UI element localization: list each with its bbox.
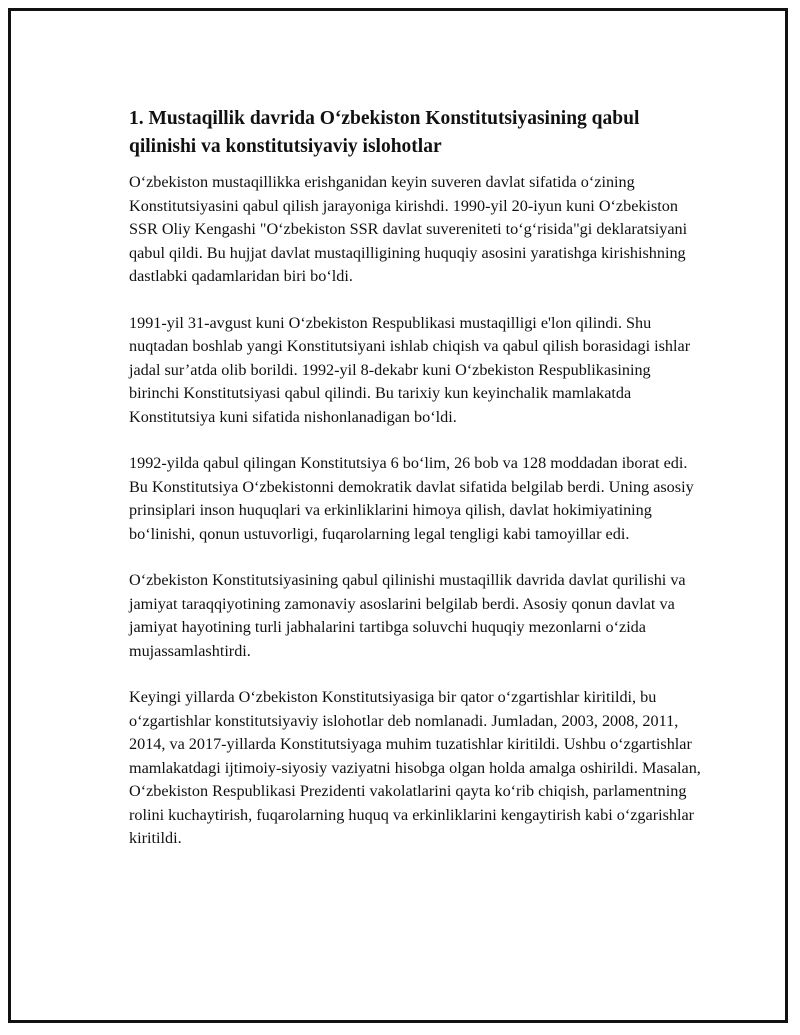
document-body: [129, 105, 704, 874]
paragraph-1: O‘zbekiston mustaqillikka erishganidan keyin suveren davlat sifatida o‘zining Konstitutsiyasini qabul qilish jarayoniga kirishdi. 1990-yil 20-iyun kuni O‘zbekiston SSR Oliy Kengashi "O‘zbekiston SSR davlat suvereniteti to‘g‘risida"gi deklaratsiyani qabul qildi. Bu hujjat davlat mustaqilligining huquqiy asosini yaratishga kirishishning dastlabki qadamlaridan biri bo‘ldi.: [129, 173, 688, 285]
section-heading: 1. Mustaqillik davrida O‘zbekiston Konstitutsiyasining qabul qilinishi va konstitutsiyaviy islohotlar: [129, 108, 640, 157]
paragraph-5: Keyingi yillarda O‘zbekiston Konstitutsiyasiga bir qator o‘zgartishlar kiritildi, bu o‘zgartishlar konstitutsiyaviy islohotlar deb nomlanadi. Jumladan, 2003, 2008, 2011, 2014, va 2017-yillarda Konstitutsiyaga muhim tuzatishlar kiritildi. Ushbu o‘zgartishlar mamlakatdagi ijtimoiy-siyosiy vaziyatni hisobga olgan holda amalga oshirildi. Masalan, O‘zbekiston Respublikasi Prezidenti vakolatlarini qayta ko‘rib chiqish, parlamentning rolini kuchaytirish, fuqarolarning huquq va erkinliklarini kengaytirish kabi o‘zgarishlar kiritildi.: [129, 688, 701, 847]
paragraph-2: 1991-yil 31-avgust kuni O‘zbekiston Respublikasi mustaqilligi e'lon qilindi. Shu nuqtadan boshlab yangi Konstitutsiyani ishlab chiqish va qabul qilish borasidagi ishlar jadal sur’atda olib borildi. 1992-yil 8-dekabr kuni O‘zbekiston Respublikasining birinchi Konstitutsiyasi qabul qilindi. Bu tarixiy kun keyinchalik mamlakatda Konstitutsiya kuni sifatida nishonlanadigan bo‘ldi.: [129, 313, 691, 426]
page-frame: [8, 8, 788, 1023]
paragraph-4: O‘zbekiston Konstitutsiyasining qabul qilinishi mustaqillik davrida davlat qurilishi va jamiyat taraqqiyotining zamonaviy asoslarini belgilab berdi. Asosiy qonun davlat va jamiyat hayotining turli jabhalarini tartibga soluvchi huquqiy mezonlarni o‘zida mujassamlashtirdi.: [129, 571, 686, 660]
paragraph-3: 1992-yilda qabul qilingan Konstitutsiya 6 bo‘lim, 26 bob va 128 moddadan iborat edi. Bu Konstitutsiya O‘zbekistonni demokratik davlat sifatida belgilab berdi. Uning asosiy prinsiplari inson huquqlari va erkinliklarini himoya qilish, davlat hokimiyatining bo‘linishi, qonun ustuvorligi, fuqarolarning legal tengligi kabi tamoyillar edi.: [129, 454, 694, 543]
